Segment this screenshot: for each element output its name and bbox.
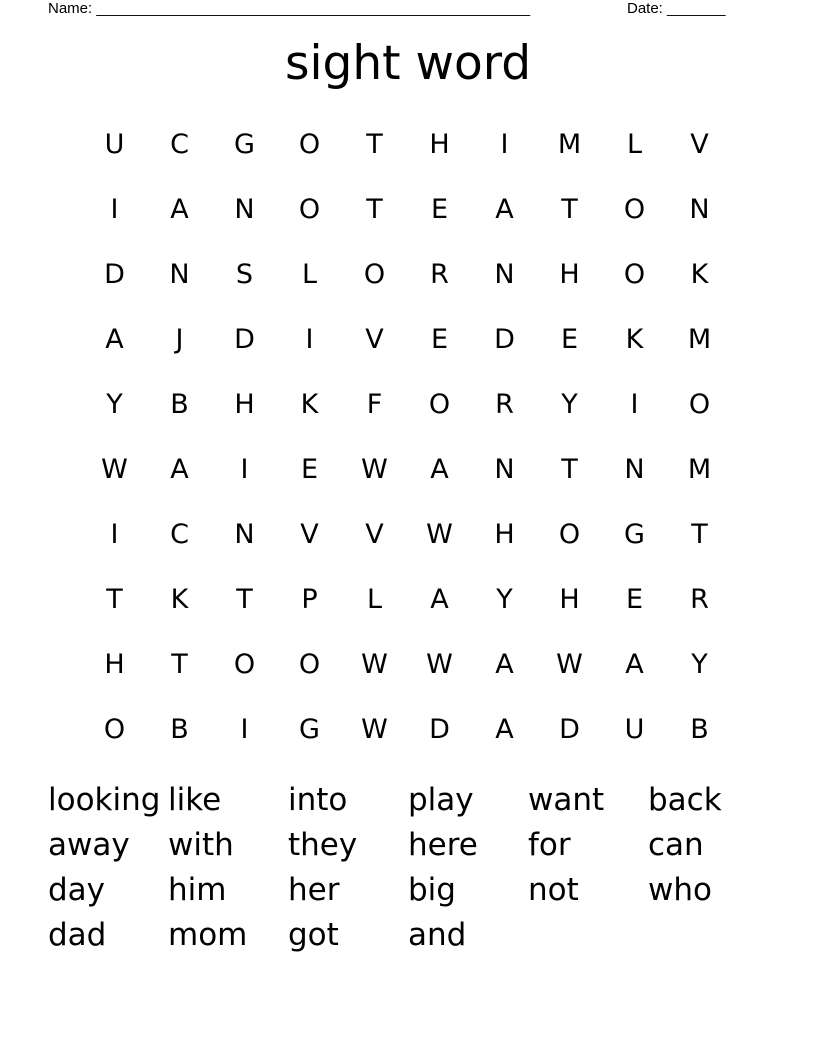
grid-letter[interactable]: A [430, 584, 449, 615]
grid-letter[interactable]: N [494, 259, 515, 290]
grid-letter[interactable]: I [240, 714, 249, 745]
grid-letter[interactable]: T [561, 454, 578, 485]
grid-letter[interactable]: T [366, 194, 383, 225]
word-list-item: her [288, 872, 340, 908]
grid-letter[interactable]: O [623, 194, 646, 225]
grid-letter[interactable]: N [494, 454, 515, 485]
grid-letter[interactable]: A [625, 649, 644, 680]
grid-letter[interactable]: N [234, 194, 255, 225]
grid-letter[interactable]: A [495, 649, 514, 680]
grid-letter[interactable]: T [561, 194, 578, 225]
grid-letter[interactable]: J [175, 324, 184, 355]
grid-letter[interactable]: T [171, 649, 188, 680]
word-list-item: looking [48, 782, 161, 818]
grid-letter[interactable]: N [234, 519, 255, 550]
grid-letter[interactable]: E [625, 584, 644, 615]
word-list-item: big [408, 872, 456, 908]
grid-letter[interactable]: L [366, 584, 383, 615]
word-list-item: can [648, 827, 704, 863]
grid-letter[interactable]: A [430, 454, 449, 485]
grid-letter[interactable]: O [298, 194, 321, 225]
grid-letter[interactable]: M [687, 454, 712, 485]
grid-letter[interactable]: K [625, 324, 644, 355]
word-list-item: who [648, 872, 712, 908]
grid-letter[interactable]: U [104, 129, 125, 160]
grid-letter[interactable]: M [687, 324, 712, 355]
grid-letter[interactable]: O [428, 389, 451, 420]
letter-grid [82, 112, 732, 762]
grid-letter[interactable]: A [495, 194, 514, 225]
grid-letter[interactable]: V [690, 129, 709, 160]
grid-letter[interactable]: H [559, 259, 580, 290]
grid-letter[interactable]: H [494, 519, 515, 550]
word-list-item: mom [168, 917, 248, 953]
grid-letter[interactable]: M [557, 129, 582, 160]
grid-letter[interactable]: O [623, 259, 646, 290]
grid-letter[interactable]: G [624, 519, 645, 550]
grid-letter[interactable]: V [300, 519, 319, 550]
word-list-item: him [168, 872, 227, 908]
grid-letter[interactable]: V [365, 324, 384, 355]
grid-letter[interactable]: N [169, 259, 190, 290]
grid-letter[interactable]: I [110, 519, 119, 550]
grid-letter[interactable]: D [234, 324, 255, 355]
grid-letter[interactable]: O [298, 129, 321, 160]
worksheet-header [0, 0, 816, 20]
grid-letter[interactable]: R [495, 389, 514, 420]
grid-letter[interactable]: T [106, 584, 123, 615]
grid-letter[interactable]: R [430, 259, 449, 290]
word-list-item: play [408, 782, 474, 818]
grid-letter[interactable]: W [426, 649, 453, 680]
grid-letter[interactable]: S [235, 259, 254, 290]
word-list [48, 778, 768, 958]
grid-letter[interactable]: W [361, 649, 388, 680]
grid-letter[interactable]: I [500, 129, 509, 160]
grid-letter[interactable]: I [305, 324, 314, 355]
date-field: Date: _______ [627, 0, 726, 17]
grid-letter[interactable]: D [104, 259, 125, 290]
grid-letter[interactable]: U [624, 714, 645, 745]
grid-letter[interactable]: I [110, 194, 119, 225]
grid-letter[interactable]: W [361, 454, 388, 485]
word-list-item: like [168, 782, 222, 818]
grid-letter[interactable]: O [233, 649, 256, 680]
grid-letter[interactable]: G [234, 129, 255, 160]
grid-letter[interactable]: Y [561, 389, 578, 420]
grid-letter[interactable]: O [363, 259, 386, 290]
grid-letter[interactable]: L [626, 129, 643, 160]
grid-letter[interactable]: C [170, 129, 189, 160]
word-list-item: they [288, 827, 358, 863]
grid-letter[interactable]: H [104, 649, 125, 680]
grid-letter[interactable]: Y [106, 389, 123, 420]
word-list-item: for [528, 827, 571, 863]
grid-letter[interactable]: H [429, 129, 450, 160]
grid-letter[interactable]: T [691, 519, 708, 550]
grid-letter[interactable]: W [556, 649, 583, 680]
word-list-item: back [648, 782, 722, 818]
word-list-item: want [528, 782, 605, 818]
grid-letter[interactable]: L [301, 259, 318, 290]
grid-letter[interactable]: V [365, 519, 384, 550]
grid-letter[interactable]: B [690, 714, 709, 745]
word-list-item: here [408, 827, 478, 863]
grid-letter[interactable]: D [429, 714, 450, 745]
grid-letter[interactable]: N [624, 454, 645, 485]
grid-letter[interactable]: T [366, 129, 383, 160]
grid-letter[interactable]: P [301, 584, 318, 615]
word-list-item: and [408, 917, 467, 953]
grid-letter[interactable]: E [430, 324, 449, 355]
grid-letter[interactable]: E [430, 194, 449, 225]
grid-letter[interactable]: Y [496, 584, 513, 615]
grid-letter[interactable]: G [299, 714, 320, 745]
grid-letter[interactable]: C [170, 519, 189, 550]
word-list-item: with [168, 827, 234, 863]
grid-letter[interactable]: K [170, 584, 189, 615]
grid-letter[interactable]: K [690, 259, 709, 290]
grid-letter[interactable]: O [688, 389, 711, 420]
grid-letter[interactable]: E [560, 324, 579, 355]
grid-letter[interactable]: W [101, 454, 128, 485]
grid-letter[interactable]: K [300, 389, 319, 420]
grid-letter[interactable]: Y [691, 649, 708, 680]
word-list-item: into [288, 782, 348, 818]
word-list-item: away [48, 827, 130, 863]
grid-letter[interactable]: H [234, 389, 255, 420]
grid-letter[interactable]: R [690, 584, 709, 615]
grid-letter[interactable]: N [689, 194, 710, 225]
grid-letter[interactable]: B [170, 389, 189, 420]
grid-letter[interactable]: B [170, 714, 189, 745]
grid-letter[interactable]: E [300, 454, 319, 485]
grid-letter[interactable]: A [495, 714, 514, 745]
grid-letter[interactable]: D [559, 714, 580, 745]
grid-letter[interactable]: I [630, 389, 639, 420]
word-list-item: not [528, 872, 579, 908]
grid-letter[interactable]: O [558, 519, 581, 550]
grid-letter[interactable]: O [298, 649, 321, 680]
grid-letter[interactable]: D [494, 324, 515, 355]
grid-letter[interactable]: A [170, 194, 189, 225]
grid-letter[interactable]: A [105, 324, 124, 355]
grid-letter[interactable]: F [366, 389, 383, 420]
grid-letter[interactable]: W [361, 714, 388, 745]
grid-letter[interactable]: W [426, 519, 453, 550]
grid-letter[interactable]: H [559, 584, 580, 615]
name-field: Name: ____________________________________________________ [48, 0, 531, 17]
grid-letter[interactable]: T [236, 584, 253, 615]
grid-letter[interactable]: A [170, 454, 189, 485]
page-title: sight word [284, 36, 532, 91]
word-list-item: got [288, 917, 339, 953]
grid-letter[interactable]: O [103, 714, 126, 745]
word-list-item: day [48, 872, 106, 908]
word-list-item: dad [48, 917, 107, 953]
grid-letter[interactable]: I [240, 454, 249, 485]
